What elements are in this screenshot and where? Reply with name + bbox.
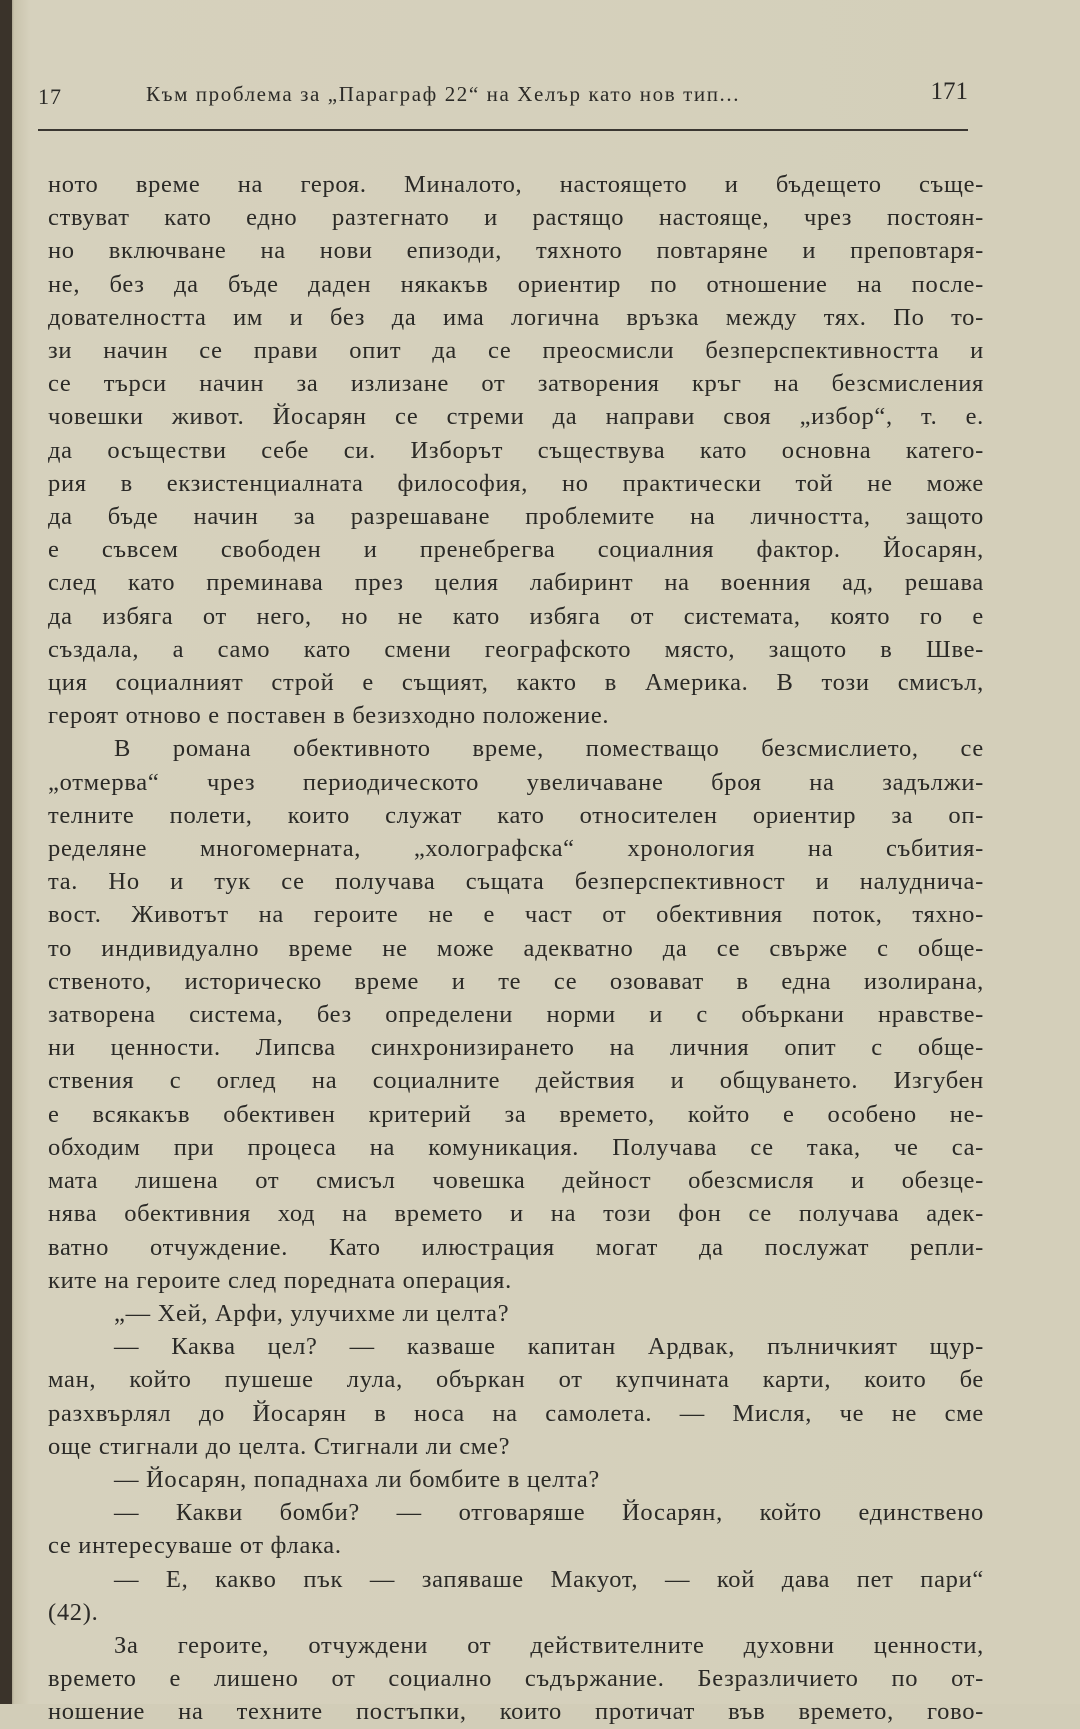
text-line: рия в екзистенциалната философия, но практически той не може bbox=[48, 469, 984, 497]
text-line: човешки живот. Йосарян се стреми да направи своя „избор“, т. е. bbox=[48, 403, 984, 431]
text-line: да избяга от него, но не като избяга от системата, която го е bbox=[48, 602, 984, 630]
text-line: след като преминава през целия лабиринт на военния ад, решава bbox=[48, 569, 984, 597]
text-line: телните полети, които служат като относителен ориентир за оп- bbox=[48, 801, 984, 829]
running-head: Към проблема за „Параграф 22“ на Хелър като нов тип... bbox=[146, 82, 741, 106]
text-line: ношение на техните постъпки, които протичат във времето, гово- bbox=[48, 1698, 984, 1726]
text-line: ствения с оглед на социалните действия и общуването. Изгубен bbox=[48, 1067, 984, 1095]
text-line: ственото, историческо време и те се озовават в една изолирана, bbox=[48, 967, 984, 995]
text-line: да бъде начин за разрешаване проблемите на личността, защото bbox=[48, 503, 984, 531]
text-line: се търси начин за излизане от затворения кръг на безсмисления bbox=[48, 370, 984, 398]
left-number: 17 bbox=[38, 84, 62, 109]
text-line: ни ценности. Липсва синхронизирането на личния опит с обще- bbox=[48, 1034, 984, 1062]
text-line: ман, който пушеше лула, объркан от купчината карти, които бе bbox=[48, 1366, 984, 1394]
header-rule bbox=[38, 129, 968, 131]
text-line: героят отново е поставен в безизходно положение. bbox=[48, 702, 610, 730]
text-line: „— Хей, Арфи, улучихме ли целта? bbox=[114, 1299, 510, 1327]
text-line: „отмерва“ чрез периодическото увеличаване броя на задължи- bbox=[48, 768, 984, 796]
text-line: времето е лишено от социално съдържание. Безразличието по от- bbox=[48, 1665, 984, 1693]
text-line: но включване на нови епизоди, тяхното повтаряне и преповтаря- bbox=[48, 237, 984, 265]
text-line: мата лишена от смисъл човешка дейност обезсмисля и обезце- bbox=[48, 1167, 984, 1195]
text-line: (42). bbox=[48, 1598, 99, 1626]
text-line: ватно отчуждение. Като илюстрация могат да послужат репли- bbox=[48, 1233, 984, 1261]
text-line: вост. Животът на героите не е част от обективния поток, тяхно- bbox=[48, 901, 984, 929]
text-line: разхвърлял до Йосарян в носа на самолета. — Мисля, че не сме bbox=[48, 1399, 984, 1427]
text-line: ното време на героя. Миналото, настоящето и бъдещето съще- bbox=[48, 171, 984, 198]
text-line: се интересуваше от флака. bbox=[48, 1532, 342, 1560]
text-line: В романа обективното време, поместващо безсмислието, се bbox=[114, 735, 984, 763]
text-line: — Какви бомби? — отговаряше Йосарян, който единствено bbox=[114, 1499, 984, 1527]
text-line: За героите, отчуждени от действителните духовни ценности, bbox=[114, 1631, 984, 1659]
text-line: обходим при процеса на комуникация. Получава се така, че са- bbox=[48, 1133, 984, 1161]
text-line: затворена система, без определени норми и с объркани нравстве- bbox=[48, 1001, 984, 1029]
text-line: не, без да бъде даден някакъв ориентир по отношение на после- bbox=[48, 270, 984, 298]
page-spine bbox=[0, 0, 12, 1704]
text-line: създала, а само като смени географското място, защото в Шве- bbox=[48, 635, 984, 663]
text-line: нява обективния ход на времето и на този фон се получава адек- bbox=[48, 1200, 984, 1228]
body-text bbox=[48, 168, 984, 1729]
text-line: — Йосарян, попаднаха ли бомбите в целта? bbox=[114, 1465, 600, 1493]
text-line: е всякакъв обективен критерий за времето, който е особено не- bbox=[48, 1100, 984, 1128]
text-line: ките на героите след поредната операция. bbox=[48, 1266, 512, 1294]
text-line: още стигнали до целта. Стигнали ли сме? bbox=[48, 1432, 511, 1460]
text-line: — Каква цел? — казваше капитан Ардвак, пълничкият щур- bbox=[114, 1333, 984, 1361]
text-line: е съвсем свободен и пренебрегва социалния фактор. Йосарян, bbox=[48, 536, 984, 564]
text-line: зи начин се прави опит да се преосмисли безперспективността и bbox=[48, 337, 984, 365]
page-header bbox=[38, 76, 968, 116]
text-line: ределяне многомерната, „холографска“ хронология на събития- bbox=[48, 835, 984, 863]
text-line: да осъществи себе си. Изборът съществува като основна катего- bbox=[48, 436, 984, 464]
text-line: ция социалният строй е същият, както в Америка. В този смисъл, bbox=[48, 669, 984, 697]
text-line: то индивидуално време не може адекватно да се свърже с обще- bbox=[48, 934, 984, 962]
text-line: — Е, какво пък — запяваше Макуот, — кой дава пет пари“ bbox=[114, 1565, 984, 1593]
page-number: 171 bbox=[930, 78, 968, 105]
text-line: та. Но и тук се получава същата безперспективност и налуднича- bbox=[48, 868, 984, 896]
text-line: ствуват като едно разтегнато и растящо настояще, чрез постоян- bbox=[48, 204, 984, 232]
text-line: дователността им и без да има логична връзка между тях. По то- bbox=[48, 303, 984, 331]
